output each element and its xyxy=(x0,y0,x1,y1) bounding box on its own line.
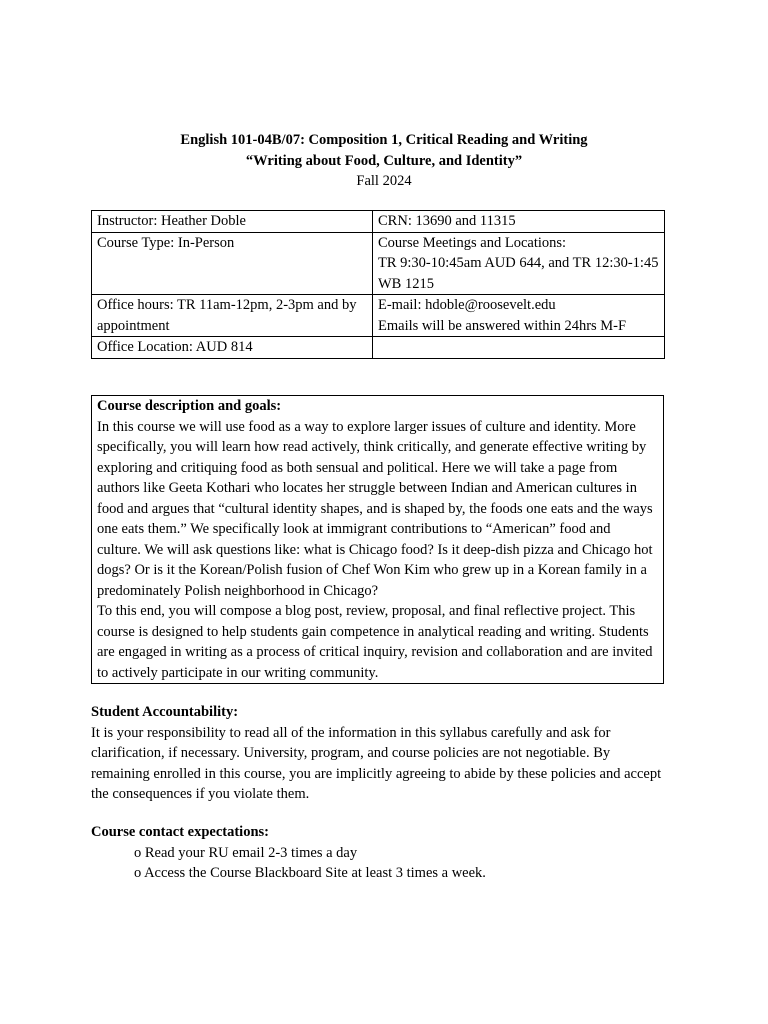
table-row xyxy=(92,232,665,295)
meetings-label: Course Meetings and Locations: xyxy=(378,234,567,251)
table-row xyxy=(92,337,665,359)
email-cell xyxy=(373,295,665,337)
contact-expectations-list xyxy=(91,843,671,884)
meetings-locations: TR 9:30-10:45am AUD 644, and TR 12:30-1:45 WB 1215 xyxy=(378,255,659,292)
course-type-cell: Course Type: In-Person xyxy=(92,232,373,295)
contact-expectations-heading: Course contact expectations: xyxy=(91,824,269,840)
crn-cell: CRN: 13690 and 11315 xyxy=(373,211,665,233)
instructor-cell: Instructor: Heather Doble xyxy=(92,211,373,233)
student-accountability-body: It is your responsibility to read all of the information in this syllabus carefully and ask for clarification, if necessary. University, program, and course policies are not negotiable. By remaining enrolled in this course, you are implicitly agreeing to abide by these policies and accept the consequences if you violate them. xyxy=(91,724,662,802)
course-description-box xyxy=(91,395,664,684)
table-row xyxy=(92,295,665,337)
course-info-table xyxy=(91,210,665,359)
list-item: o Access the Course Blackboard Site at least 3 times a week. xyxy=(134,865,486,881)
contact-expectations-section xyxy=(91,822,671,884)
list-item: o Read your RU email 2-3 times a day xyxy=(134,844,358,861)
student-accountability-section xyxy=(91,702,671,805)
table-row xyxy=(92,211,665,233)
course-term: Fall 2024 xyxy=(356,173,412,189)
email-address: E-mail: hdoble@roosevelt.edu xyxy=(378,297,556,313)
office-hours-cell: Office hours: TR 11am-12pm, 2-3pm and by appointment xyxy=(92,295,373,337)
empty-cell xyxy=(373,337,665,359)
course-title: English 101-04B/07: Composition 1, Critical Reading and Writing xyxy=(180,132,588,148)
course-description-paragraph: To this end, you will compose a blog post, review, proposal, and final reflective project. This course is designed to help students gain competence in analytical reading and writing. Students are engaged in writing as a process of critical inquiry, revision and collaboration and are invited to actively participate in our writing community. xyxy=(97,603,653,681)
course-subtitle: “Writing about Food, Culture, and Identity” xyxy=(245,152,523,169)
document-header xyxy=(0,130,768,192)
course-description-heading: Course description and goals: xyxy=(97,398,282,414)
course-description-paragraph: In this course we will use food as a way to explore larger issues of culture and identity. More specifically, you will learn how read actively, think critically, and generate effective writing by exploring and critiquing food as both sensual and political. Here we will take a page from authors like Geeta Kothari who locates her struggle between Indian and American cultures in food and argues that “cultural identity shapes, and is shaped by, the foods one eats and the ways one eats them.” We specifically look at immigrant contributions to “American” food and culture. We will ask questions like: what is Chicago food? Is it deep-dish pizza and Chicago hot dogs? Or is it the Korean/Polish fusion of Chef Won Kim who grew up in a Korean family in a predominately Polish neighborhood in Chicago? xyxy=(97,418,653,599)
meetings-cell xyxy=(373,232,665,295)
email-response-note: Emails will be answered within 24hrs M-F xyxy=(378,317,627,334)
student-accountability-heading: Student Accountability: xyxy=(91,704,239,720)
office-location-cell: Office Location: AUD 814 xyxy=(92,337,373,359)
